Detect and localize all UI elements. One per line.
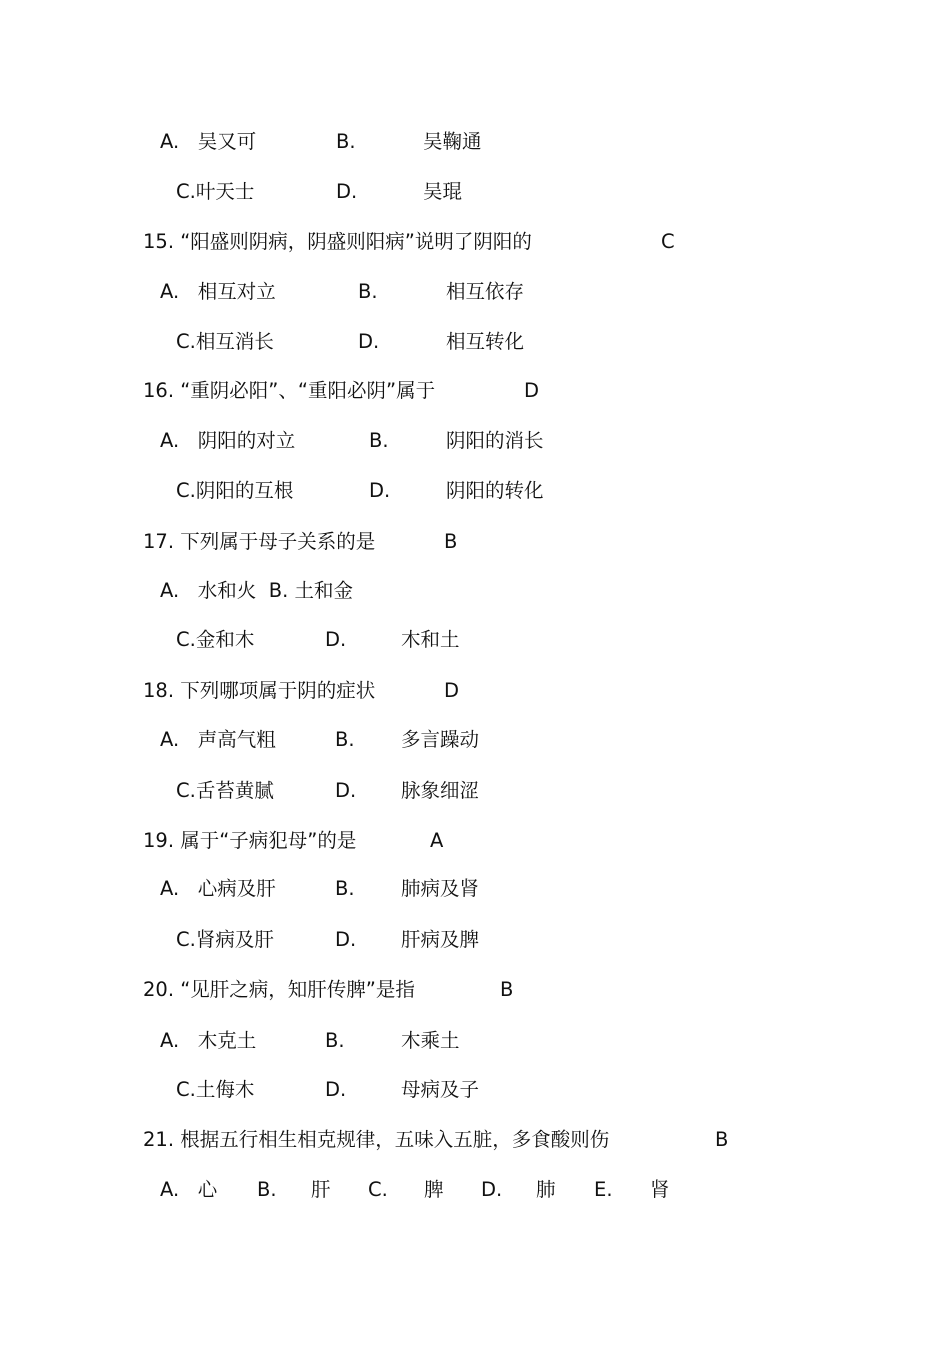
line-cell: D xyxy=(444,679,460,702)
line-cell: B xyxy=(444,530,458,553)
line-cell: 肺病及肾 xyxy=(401,877,480,900)
line-cell: 肝病及脾 xyxy=(401,928,480,951)
line-cell: 肺 xyxy=(536,1178,556,1201)
line-text: 19. 属于“子病犯母”的是 xyxy=(143,829,357,852)
line-cell: D. xyxy=(325,1078,347,1101)
line-text: C.土侮木 xyxy=(176,1078,255,1101)
line-text: 18. 下列哪项属于阴的症状 xyxy=(143,679,376,702)
line-text: 15. “阳盛则阴病，阴盛则阳病”说明了阴阳的 xyxy=(143,230,532,253)
line-cell: D. xyxy=(336,180,358,203)
line-text: C.舌苔黄腻 xyxy=(176,779,274,802)
line-cell: 木乘土 xyxy=(401,1029,460,1052)
line-cell: B. xyxy=(336,130,356,153)
line-cell: B. xyxy=(325,1029,345,1052)
line-cell: 相互转化 xyxy=(446,330,525,353)
line-cell: D. xyxy=(335,779,357,802)
line-cell: 阴阳的消长 xyxy=(446,429,544,452)
line-text: A. 心 xyxy=(160,1178,218,1201)
line-text: C.肾病及肝 xyxy=(176,928,274,951)
line-text: A. 相互对立 xyxy=(160,280,276,303)
line-cell: D. xyxy=(369,479,391,502)
line-cell: B xyxy=(500,978,514,1001)
line-cell: C. xyxy=(368,1178,388,1201)
line-text: A. 吴又可 xyxy=(160,130,257,153)
line-cell: D xyxy=(524,379,540,402)
line-text: 21. 根据五行相生相克规律，五味入五脏，多食酸则伤 xyxy=(143,1128,610,1151)
line-cell: B. xyxy=(335,877,355,900)
line-text: A. 水和火 B. 土和金 xyxy=(160,579,353,602)
line-cell: 多言躁动 xyxy=(401,728,480,751)
line-cell: D. xyxy=(358,330,380,353)
line-cell: B xyxy=(715,1128,729,1151)
line-cell: D. xyxy=(325,628,347,651)
line-text: A. 心病及肝 xyxy=(160,877,276,900)
line-cell: C xyxy=(661,230,675,253)
line-cell: 相互依存 xyxy=(446,280,525,303)
line-text: A. 声高气粗 xyxy=(160,728,276,751)
line-text: C.金和木 xyxy=(176,628,255,651)
line-cell: B. xyxy=(369,429,389,452)
line-cell: 母病及子 xyxy=(401,1078,480,1101)
line-text: C.相互消长 xyxy=(176,330,274,353)
line-text: 20. “见肝之病，知肝传脾”是指 xyxy=(143,978,415,1001)
line-cell: 吴琨 xyxy=(423,180,463,203)
line-text: A. 木克土 xyxy=(160,1029,257,1052)
line-text: A. 阴阳的对立 xyxy=(160,429,296,452)
line-cell: B. xyxy=(257,1178,277,1201)
line-cell: E. xyxy=(594,1178,613,1201)
line-cell: 肝 xyxy=(311,1178,331,1201)
line-cell: A xyxy=(430,829,444,852)
line-text: C.叶天士 xyxy=(176,180,255,203)
line-cell: 木和土 xyxy=(401,628,460,651)
line-cell: B. xyxy=(358,280,378,303)
line-cell: B. xyxy=(335,728,355,751)
line-cell: 阴阳的转化 xyxy=(446,479,544,502)
line-cell: 肾 xyxy=(650,1178,670,1201)
line-cell: 脉象细涩 xyxy=(401,779,480,802)
line-text: C.阴阳的互根 xyxy=(176,479,294,502)
line-cell: 脾 xyxy=(424,1178,444,1201)
line-cell: D. xyxy=(481,1178,503,1201)
line-text: 17. 下列属于母子关系的是 xyxy=(143,530,376,553)
line-text: 16. “重阴必阳”、“重阳必阴”属于 xyxy=(143,379,436,402)
line-cell: 吴鞠通 xyxy=(423,130,482,153)
line-cell: D. xyxy=(335,928,357,951)
